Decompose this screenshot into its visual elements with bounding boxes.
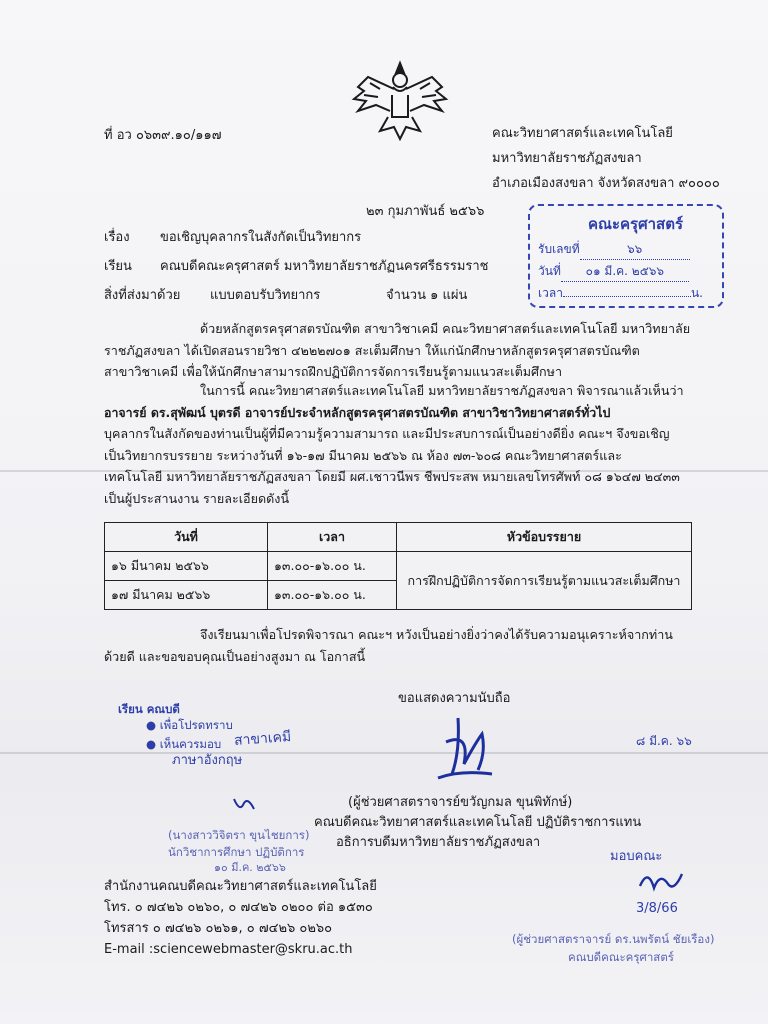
initials-mark [232, 795, 256, 815]
signer-acting: อธิการบดีมหาวิทยาลัยราชภัฏสงขลา [336, 835, 541, 850]
paragraph-line: เป็นผู้ประสานงาน รายละเอียดดังนี้ [104, 490, 290, 506]
paragraph-line: ด้วยหลักสูตรครุศาสตรบัณฑิต สาขาวิชาเคมี คณะวิทยาศาสตร์และเทคโนโลยี มหาวิทยาลัย [200, 321, 691, 336]
stamp-receive-label: รับเลขที่ [538, 242, 580, 256]
sender-address-line: อำเภอเมืองสงขลา จังหวัดสงขลา ๙๐๐๐๐ [492, 176, 720, 191]
contact-office: สำนักงานคณบดีคณะวิทยาศาสตร์และเทคโนโลยี [104, 879, 377, 894]
paragraph-closing [104, 624, 692, 667]
routing-to: เรียน คณบดี [118, 702, 180, 716]
cell-time: ๑๓.๐๐-๑๖.๐๐ น. [268, 581, 397, 610]
signer-name: (ผู้ช่วยศาสตราจารย์ขวัญกมล ขุนพิทักษ์) [348, 795, 573, 810]
col-header-topic: หัวข้อบรรยาย [397, 523, 692, 552]
cell-topic: การฝึกปฏิบัติการจัดการเรียนรู้ตามแนวสะเต็มศึกษา [397, 552, 692, 610]
officer-title: นักวิชาการศึกษา ปฏิบัติการ [168, 845, 305, 859]
paragraph-line: จึงเรียนมาเพื่อโปรดพิจารณา คณะฯ หวังเป็นอย่างยิ่งว่าคงได้รับความอนุเคราะห์จากท่าน [200, 627, 673, 642]
fold-line [0, 752, 768, 754]
garuda-emblem [350, 55, 450, 145]
regards-text: ขอแสดงความนับถือ [398, 691, 511, 706]
dean-title: คณบดีคณะครุศาสตร์ [568, 950, 674, 964]
signer-position: คณบดีคณะวิทยาศาสตร์และเทคโนโลยี ปฏิบัติราชการแทน [314, 815, 642, 830]
cell-date: ๑๖ มีนาคม ๒๕๖๖ [105, 552, 268, 581]
recipient-label: เรียน [104, 259, 132, 274]
receiving-stamp [528, 204, 724, 308]
stamp-receive-value: ๖๖ [580, 240, 690, 260]
paragraph-line: ในการนี้ คณะวิทยาศาสตร์และเทคโนโลยี มหาวิทยาลัยราชภัฏสงขลา พิจารณาแล้วเห็นว่า [200, 383, 684, 398]
officer-name: (นางสาววิจิตรา ขุนไชยการ) [168, 828, 310, 842]
contact-email: E-mail :sciencewebmaster@skru.ac.th [104, 942, 353, 957]
schedule-table [104, 522, 692, 610]
routing-option: ● เห็นควรมอบ [146, 737, 222, 751]
paragraph-line: เป็นวิทยากรบรรยาย ระหว่างวันที่ ๑๖-๑๗ มีนาคม ๒๕๖๖ ณ ห้อง ๗๓-๖๐๘ คณะวิทยาศาสตร์และ [104, 447, 622, 463]
letter-date: ๒๓ กุมภาพันธ์ ๒๕๖๖ [366, 204, 485, 219]
paragraph-request [104, 380, 692, 509]
paragraph-line: สาขาวิชาเคมี เพื่อให้นักศึกษาสามารถฝึกปฏิบัติการจัดการเรียนรู้ตามแนวสะเต็มศึกษา [104, 364, 563, 379]
cell-time: ๑๓.๐๐-๑๖.๐๐ น. [268, 552, 397, 581]
stamp-time-label: เวลา [538, 286, 563, 300]
sender-org-line: มหาวิทยาลัยราชภัฏสงขลา [492, 151, 642, 166]
officer-date: ๑๐ มี.ค. ๒๕๖๖ [214, 861, 286, 874]
paragraph-line: ด้วยดี และขอขอบคุณเป็นอย่างสูงมา ณ โอกาสนี้ [104, 648, 366, 664]
paragraph-line: บุคลากรในสังกัดของท่านเป็นผู้ที่มีความรู้ความสามารถ และมีประสบการณ์เป็นอย่างดียิ่ง คณะฯ จึงขอเชิญ [104, 426, 670, 441]
handwritten-note: ๘ มี.ค. ๖๖ [636, 734, 692, 748]
table-header-row [105, 523, 692, 552]
stamp-time-suffix: น. [690, 286, 703, 300]
contact-fax: โทรสาร ๐ ๗๔๒๖ ๐๒๖๑, ๐ ๗๔๒๖ ๐๒๖๐ [104, 921, 333, 936]
handwritten-note: มอบคณะ [610, 849, 663, 864]
paragraph-intro [104, 318, 692, 383]
stamp-title: คณะครุศาสตร์ [588, 215, 683, 233]
attachment-qty: จำนวน ๑ แผ่น [386, 288, 468, 303]
attachment-text: แบบตอบรับวิทยากร [210, 288, 321, 303]
subject-text: ขอเชิญบุคลากรในสังกัดเป็นวิทยากร [160, 230, 362, 245]
sender-org-line: คณะวิทยาศาสตร์และเทคโนโลยี [492, 126, 673, 141]
stamp-date-value: ๐๑ มี.ค. ๒๕๖๖ [561, 262, 689, 282]
handwritten-assignment: ภาษาอังกฤษ [172, 753, 243, 768]
col-header-time: เวลา [268, 523, 397, 552]
reference-number: ที่ อว ๐๖๓๙.๑๐/๑๑๗ [104, 128, 222, 143]
signature-mark [430, 712, 500, 782]
paragraph-line: ราชภัฏสงขลา ได้เปิดสอนรายวิชา ๔๒๒๒๗๐๑ สะเต็มศึกษา ให้แก่นักศึกษาหลักสูตรครุศาสตรบัณฑิต [104, 342, 640, 358]
col-header-date: วันที่ [105, 523, 268, 552]
paragraph-line: เทคโนโลยี มหาวิทยาลัยราชภัฏสงขลา โดยมี ผศ.เชาวนีพร ชีพประสพ หมายเลขโทรศัพท์ ๐๘ ๑๖๔๗ ๒๔๓๓ [104, 469, 680, 484]
stamp-date-label: วันที่ [538, 264, 561, 278]
table-row [105, 552, 692, 581]
speaker-line: อาจารย์ ดร.สุพัฒน์ บุตรดี อาจารย์ประจำหลักสูตรครุศาสตรบัณฑิต สาขาวิชาวิทยาศาสตร์ทั่วไป [104, 404, 611, 420]
handwritten-date: 3/8/66 [636, 901, 678, 916]
dean-initials-mark [636, 866, 686, 896]
handwritten-assignment: สาขาเคมี [233, 729, 292, 749]
subject-label: เรื่อง [104, 230, 130, 245]
attachment-label: สิ่งที่ส่งมาด้วย [104, 288, 181, 303]
dean-name: (ผู้ช่วยศาสตราจารย์ ดร.นพรัตน์ ชัยเรือง) [512, 932, 715, 946]
routing-option: ● เพื่อโปรดทราบ [146, 718, 233, 732]
contact-phone: โทร. ๐ ๗๔๒๖ ๐๒๖๐, ๐ ๗๔๒๖ ๐๒๐๐ ต่อ ๑๕๓๐ [104, 900, 373, 915]
cell-date: ๑๗ มีนาคม ๒๕๖๖ [105, 581, 268, 610]
recipient-text: คณบดีคณะครุศาสตร์ มหาวิทยาลัยราชภัฏนครศรีธรรมราช [160, 259, 489, 274]
